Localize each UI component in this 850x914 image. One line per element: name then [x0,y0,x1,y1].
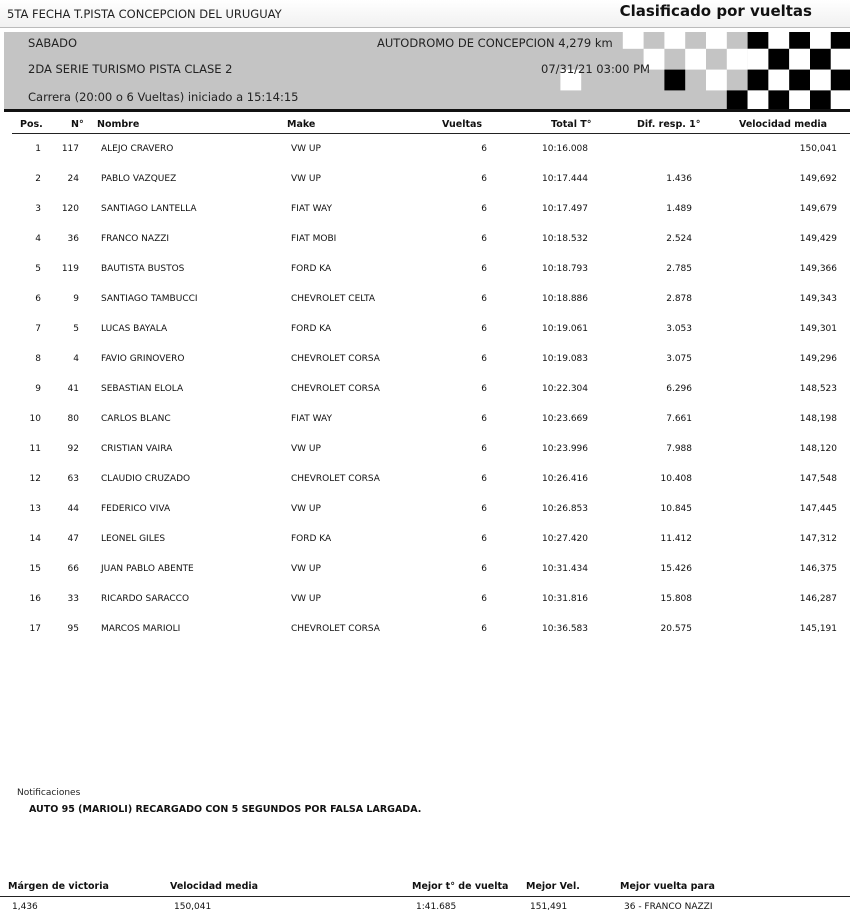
cell-total-time: 10:22.304 [542,384,588,394]
cell-laps: 6 [481,144,487,154]
cell-pos: 11 [29,444,41,454]
cell-total-time: 10:16.008 [542,144,588,154]
best-lap-label: Mejor t° de vuelta [412,881,509,892]
checker-square [768,32,789,49]
cell-pos: 8 [35,354,41,364]
checker-square [727,90,748,110]
table-row [0,615,850,645]
checker-square [810,90,831,110]
cell-total-time: 10:23.669 [542,414,588,424]
cell-make: FIAT MOBI [291,234,337,244]
table-row [0,585,850,615]
checker-square [810,70,831,91]
cell-make: FORD KA [291,534,332,544]
checker-square [831,32,850,49]
cell-avg-speed: 148,523 [799,384,837,394]
col-header-gap: Dif. resp. 1° [637,119,701,130]
cell-avg-speed: 149,692 [799,174,837,184]
checker-square [768,49,789,70]
cell-avg-speed: 147,312 [799,534,837,544]
cell-gap: 3.075 [666,354,692,364]
table-row [0,435,850,465]
cell-pos: 7 [35,324,41,334]
table-row [0,405,850,435]
cell-gap: 1.489 [666,204,692,214]
checker-square [727,49,748,70]
table-row [0,555,850,585]
table-row [0,225,850,255]
cell-number: 47 [67,534,79,544]
margin-label: Márgen de victoria [8,881,109,892]
cell-number: 33 [67,594,79,604]
notification-text: AUTO 95 (MARIOLI) RECARGADO CON 5 SEGUNDOS POR FALSA LARGADA. [29,804,422,815]
cell-laps: 6 [481,504,487,514]
cell-gap: 1.436 [666,174,692,184]
cell-make: CHEVROLET CORSA [291,384,380,394]
cell-make: FORD KA [291,324,332,334]
table-row [0,375,850,405]
cell-driver: CRISTIAN VAIRA [101,444,173,454]
checker-square [623,32,644,49]
cell-make: CHEVROLET CORSA [291,624,380,634]
cell-number: 41 [67,384,79,394]
cell-avg-speed: 149,343 [799,294,837,304]
cell-driver: JUAN PABLO ABENTE [101,564,194,574]
cell-total-time: 10:18.793 [542,264,588,274]
cell-laps: 6 [481,534,487,544]
results-table-body [0,135,850,645]
cell-make: CHEVROLET CORSA [291,474,380,484]
cell-make: CHEVROLET CELTA [291,294,375,304]
cell-number: 119 [61,264,79,274]
cell-avg-speed: 149,429 [799,234,837,244]
checker-square [810,32,831,49]
cell-total-time: 10:31.816 [542,594,588,604]
cell-number: 80 [67,414,79,424]
cell-total-time: 10:31.434 [542,564,588,574]
cell-number: 120 [61,204,79,214]
cell-driver: LUCAS BAYALA [101,324,168,334]
checker-square [706,32,727,49]
cell-total-time: 10:19.061 [542,324,588,334]
checker-square [831,90,850,110]
cell-number: 63 [67,474,79,484]
col-header-laps: Vueltas [442,119,483,130]
checker-square [789,90,810,110]
cell-pos: 9 [35,384,41,394]
cell-laps: 6 [481,204,487,214]
cell-laps: 6 [481,234,487,244]
checker-square [685,49,706,70]
table-row [0,135,850,165]
cell-laps: 6 [481,354,487,364]
cell-driver: CARLOS BLANC [101,414,171,424]
checker-square [768,90,789,110]
checker-square [789,49,810,70]
table-row [0,285,850,315]
cell-total-time: 10:26.853 [542,504,588,514]
cell-driver: RICARDO SARACCO [101,594,190,604]
series-name: 2DA SERIE TURISMO PISTA CLASE 2 [28,62,233,76]
cell-laps: 6 [481,594,487,604]
race-info-band [4,32,850,110]
col-header-number: N° [71,119,84,130]
cell-make: FIAT WAY [291,414,333,424]
table-row [0,165,850,195]
cell-driver: ALEJO CRAVERO [101,144,174,154]
cell-total-time: 10:36.583 [542,624,588,634]
cell-total-time: 10:18.886 [542,294,588,304]
cell-make: VW UP [291,444,321,454]
cell-make: VW UP [291,504,321,514]
cell-number: 4 [73,354,79,364]
cell-avg-speed: 147,445 [799,504,837,514]
cell-number: 95 [67,624,79,634]
cell-laps: 6 [481,444,487,454]
cell-pos: 4 [35,234,41,244]
cell-laps: 6 [481,384,487,394]
race-day: SABADO [28,36,78,50]
col-header-name: Nombre [97,119,140,130]
cell-number: 92 [67,444,79,454]
cell-gap: 7.661 [666,414,692,424]
cell-avg-speed: 149,679 [799,204,837,214]
cell-make: CHEVROLET CORSA [291,354,380,364]
cell-driver: FEDERICO VIVA [101,504,171,514]
race-description: Carrera (20:00 o 6 Vueltas) iniciado a 15:14:15 [28,90,299,104]
checker-square [748,49,769,70]
cell-pos: 14 [29,534,41,544]
cell-driver: PABLO VAZQUEZ [101,174,177,184]
cell-gap: 15.808 [660,594,692,604]
checker-square [748,70,769,91]
table-row [0,255,850,285]
cell-avg-speed: 150,041 [799,144,837,154]
results-table-header [0,117,850,133]
cell-make: FIAT WAY [291,204,333,214]
cell-gap: 2.785 [666,264,692,274]
avg-speed-value: 150,041 [174,902,212,912]
cell-total-time: 10:26.416 [542,474,588,484]
cell-number: 24 [67,174,79,184]
table-row [0,525,850,555]
cell-make: FORD KA [291,264,332,274]
cell-number: 66 [67,564,79,574]
cell-pos: 1 [35,144,41,154]
checker-square [664,70,685,91]
cell-driver: MARCOS MARIOLI [101,624,181,634]
cell-avg-speed: 148,198 [799,414,837,424]
cell-driver: BAUTISTA BUSTOS [101,264,185,274]
best-speed-label: Mejor Vel. [526,881,580,892]
header-divider [4,109,850,112]
cell-laps: 6 [481,174,487,184]
cell-gap: 10.408 [660,474,692,484]
cell-gap: 2.878 [666,294,692,304]
cell-gap: 20.575 [660,624,692,634]
cell-avg-speed: 149,296 [799,354,837,364]
cell-pos: 16 [29,594,41,604]
checker-square [831,70,850,91]
cell-driver: LEONEL GILES [101,534,166,544]
cell-avg-speed: 149,366 [799,264,837,274]
margin-value: 1,436 [12,902,38,912]
best-lap-value: 1:41.685 [416,902,457,912]
cell-driver: SANTIAGO TAMBUCCI [101,294,198,304]
cell-number: 44 [67,504,79,514]
document-title: Clasificado por vueltas [619,2,812,20]
cell-laps: 6 [481,564,487,574]
cell-driver: CLAUDIO CRUZADO [101,474,191,484]
cell-laps: 6 [481,294,487,304]
checker-square [748,90,769,110]
col-header-avg-speed: Velocidad media [739,119,828,130]
checker-square [768,70,789,91]
table-row [0,495,850,525]
avg-speed-label: Velocidad media [170,881,259,892]
cell-pos: 15 [29,564,41,574]
checker-square [664,32,685,49]
cell-total-time: 10:17.497 [542,204,588,214]
cell-avg-speed: 149,301 [799,324,837,334]
cell-gap: 15.426 [660,564,692,574]
race-datetime: 07/31/21 03:00 PM [541,62,650,76]
cell-laps: 6 [481,324,487,334]
cell-gap: 7.988 [666,444,692,454]
cell-make: VW UP [291,144,321,154]
checker-square [789,32,810,49]
cell-pos: 5 [35,264,41,274]
cell-avg-speed: 145,191 [799,624,837,634]
event-title: 5TA FECHA T.PISTA CONCEPCION DEL URUGUAY [7,7,282,21]
cell-number: 117 [61,144,79,154]
table-row [0,345,850,375]
cell-laps: 6 [481,414,487,424]
cell-make: VW UP [291,174,321,184]
table-row [0,195,850,225]
cell-driver: SANTIAGO LANTELLA [101,204,197,214]
checker-square [810,49,831,70]
cell-total-time: 10:27.420 [542,534,588,544]
checker-square [748,32,769,49]
summary-header [0,881,850,895]
cell-number: 5 [73,324,79,334]
cell-total-time: 10:18.532 [542,234,588,244]
best-lap-by-value: 36 - FRANCO NAZZI [624,902,713,912]
cell-total-time: 10:17.444 [542,174,588,184]
cell-number: 9 [73,294,79,304]
notifications-label: Notificaciones [17,788,81,798]
col-header-pos: Pos. [20,119,43,130]
cell-pos: 12 [29,474,41,484]
cell-avg-speed: 148,120 [799,444,837,454]
table-header-divider [12,133,850,134]
cell-driver: FRANCO NAZZI [101,234,170,244]
best-speed-value: 151,491 [530,902,568,912]
cell-laps: 6 [481,264,487,274]
cell-pos: 17 [29,624,41,634]
report-header [0,0,850,28]
cell-gap: 11.412 [660,534,692,544]
checker-square [706,70,727,91]
cell-gap: 6.296 [666,384,692,394]
cell-driver: FAVIO GRINOVERO [101,354,185,364]
cell-pos: 6 [35,294,41,304]
table-row [0,465,850,495]
cell-avg-speed: 147,548 [799,474,837,484]
table-row [0,315,850,345]
col-header-make: Make [287,119,316,130]
cell-pos: 2 [35,174,41,184]
checker-square [789,70,810,91]
cell-laps: 6 [481,474,487,484]
best-lap-by-label: Mejor vuelta para [620,881,715,892]
circuit-name: AUTODROMO DE CONCEPCION 4,279 km [377,36,613,50]
cell-make: VW UP [291,594,321,604]
cell-gap: 10.845 [660,504,692,514]
cell-make: VW UP [291,564,321,574]
cell-driver: SEBASTIAN ELOLA [101,384,184,394]
cell-avg-speed: 146,287 [799,594,837,604]
cell-laps: 6 [481,624,487,634]
cell-avg-speed: 146,375 [799,564,837,574]
cell-gap: 2.524 [666,234,692,244]
cell-total-time: 10:19.083 [542,354,588,364]
cell-pos: 10 [29,414,41,424]
col-header-total-time: Total T° [551,119,592,130]
cell-gap: 3.053 [666,324,692,334]
cell-pos: 13 [29,504,41,514]
cell-total-time: 10:23.996 [542,444,588,454]
summary-divider [0,896,850,897]
cell-pos: 3 [35,204,41,214]
cell-number: 36 [67,234,79,244]
checker-square [831,49,850,70]
